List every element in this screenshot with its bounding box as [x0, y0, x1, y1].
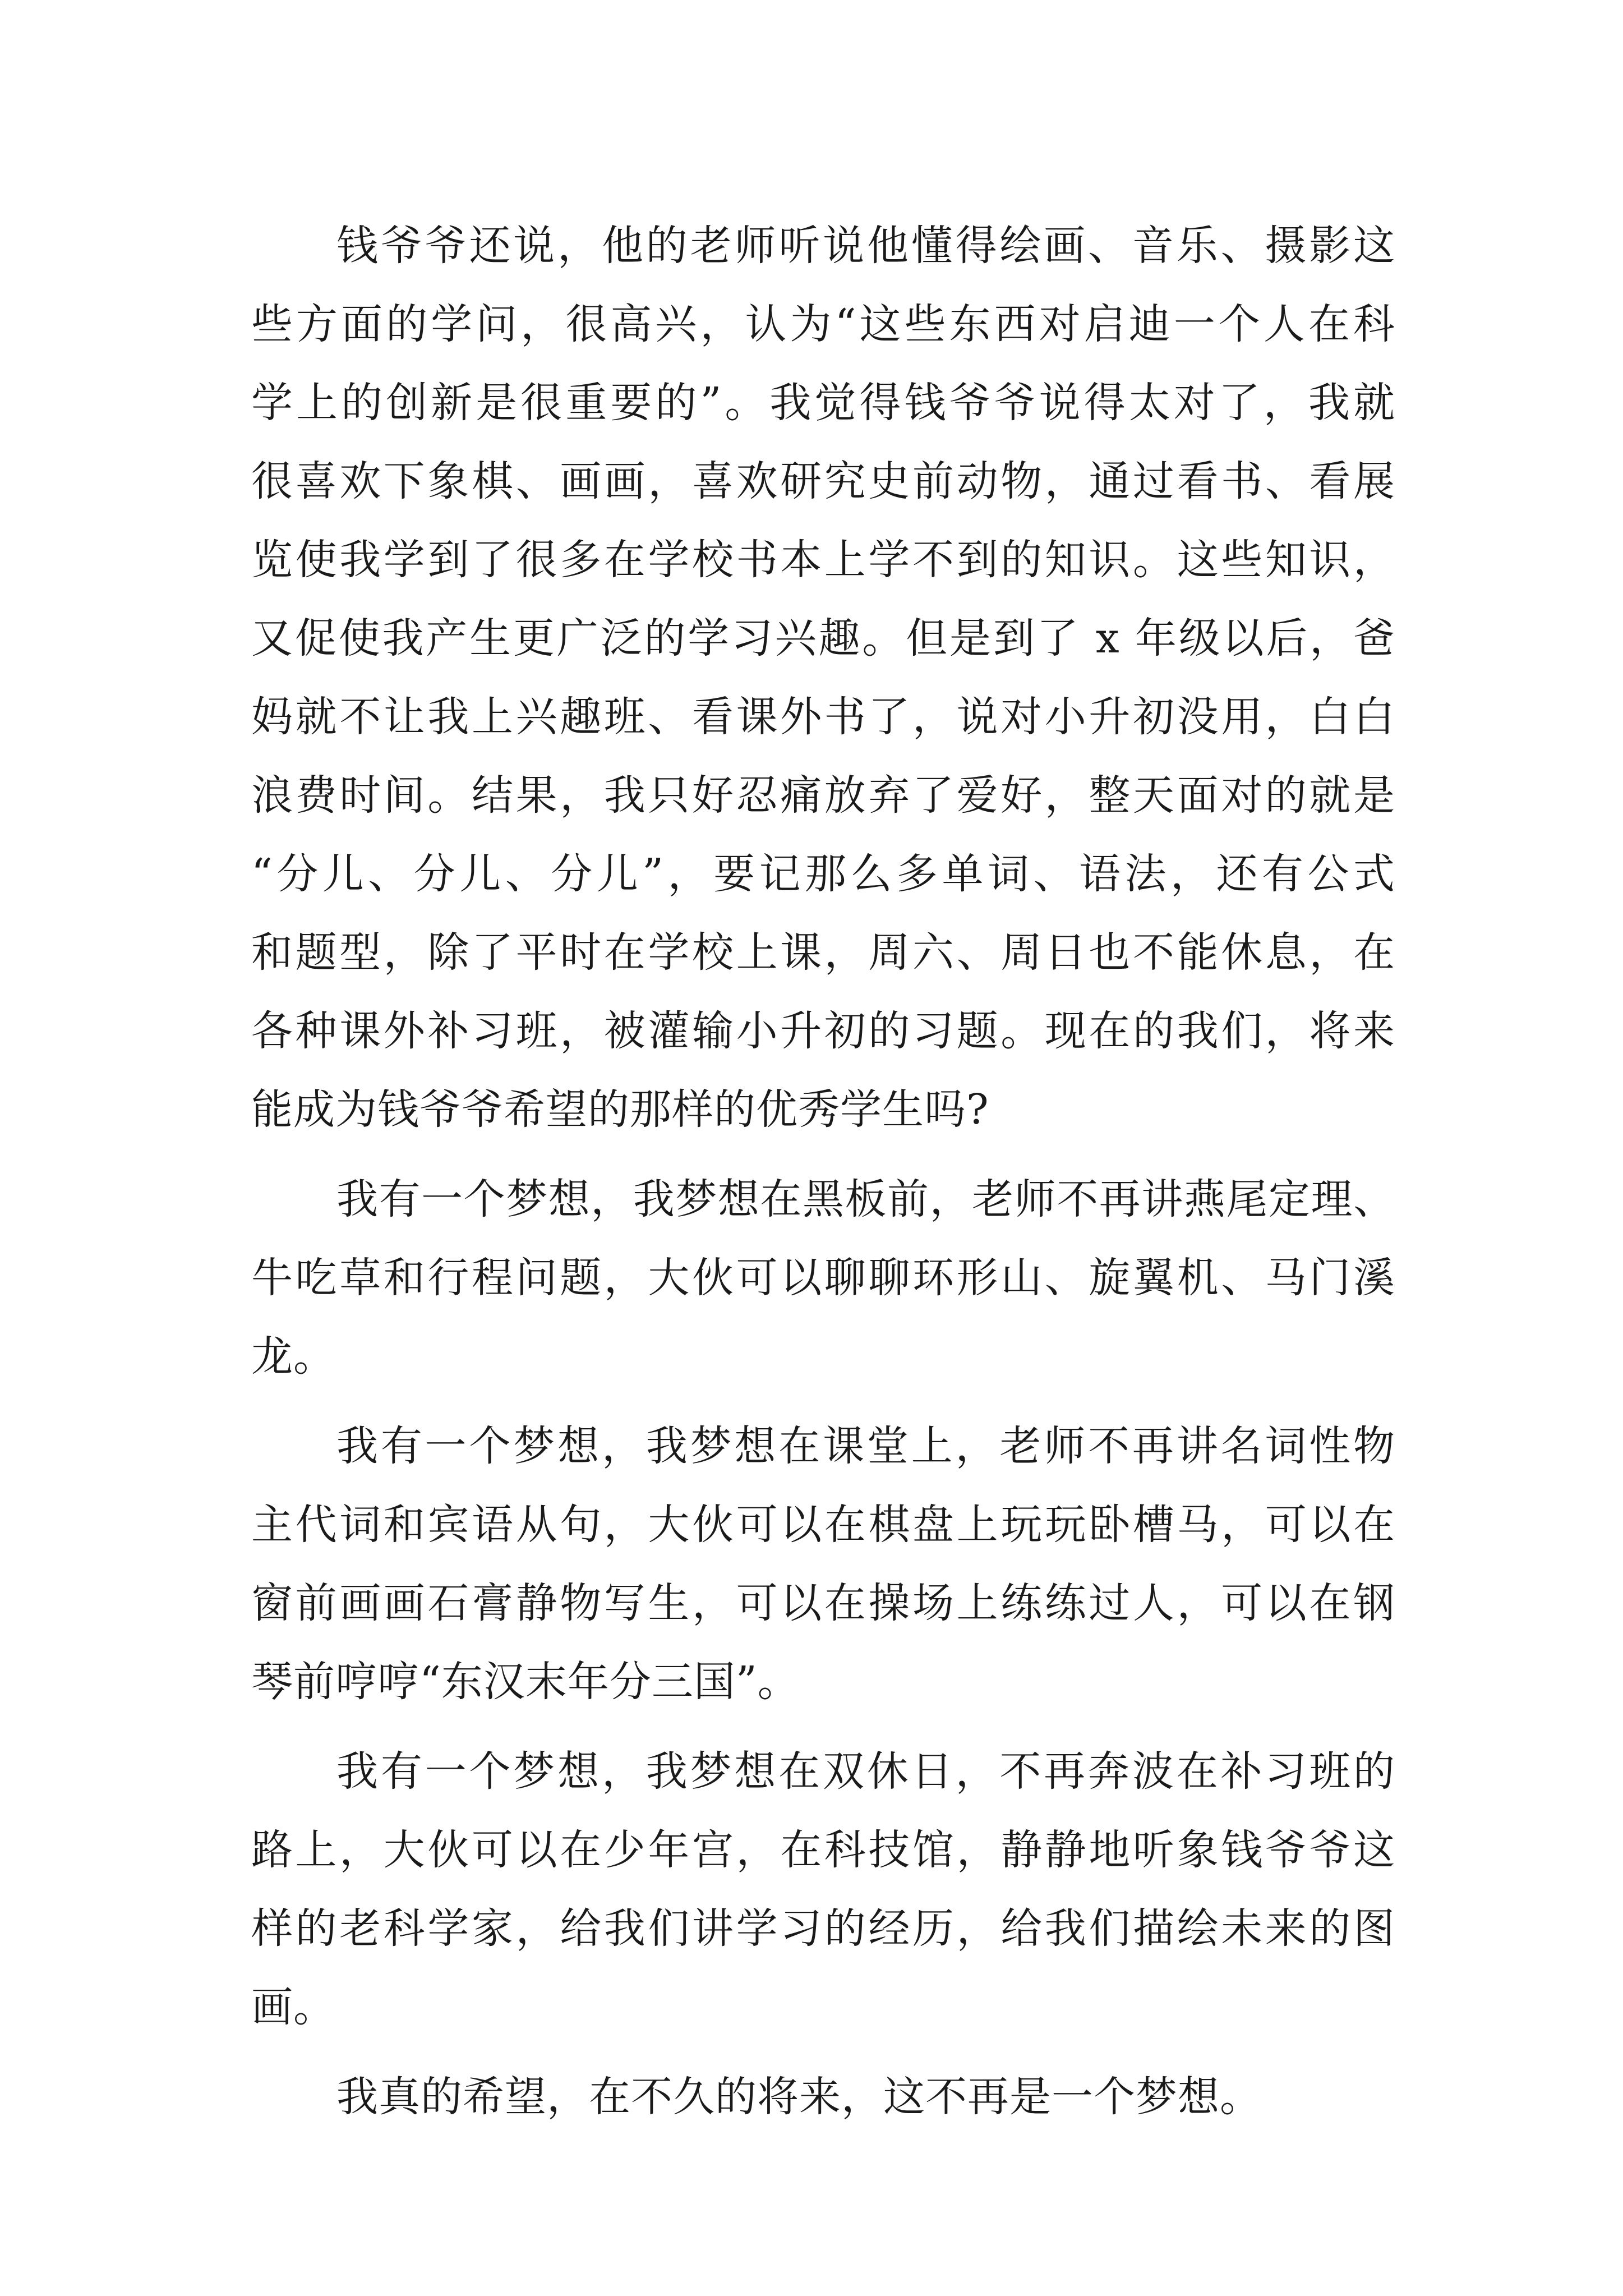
text-line: 牛吃草和行程问题，大伙可以聊聊环形山、旋翼机、马门溪: [251, 1254, 1395, 1302]
text-line: 各种课外补习班，被灌输小升初的习题。现在的我们，将来: [251, 1007, 1395, 1055]
text-line: 窗前画画石膏静物写生，可以在操场上练练过人，可以在钢: [251, 1579, 1395, 1627]
text-line: 龙。: [251, 1332, 335, 1381]
text-line: 能成为钱爷爷希望的那样的优秀学生吗?: [251, 1085, 989, 1134]
text-line: 学上的创新是很重要的”。我觉得钱爷爷说得太对了，我就: [251, 379, 1395, 427]
text-line: “分儿、分儿、分儿”，要记那么多单词、语法，还有公式: [251, 850, 1395, 898]
text-line: 我有一个梦想，我梦想在课堂上，老师不再讲名词性物: [336, 1422, 1395, 1470]
text-line: 琴前哼哼“东汉末年分三国”。: [251, 1658, 800, 1706]
text-line: 主代词和宾语从句，大伙可以在棋盘上玩玩卧槽马，可以在: [251, 1501, 1395, 1549]
text-line: 钱爷爷还说，他的老师听说他懂得绘画、音乐、摄影这: [336, 222, 1395, 270]
text-line: 我有一个梦想，我梦想在双休日，不再奔波在补习班的: [336, 1747, 1395, 1796]
text-line: 览使我学到了很多在学校书本上学不到的知识。这些知识，: [251, 536, 1395, 584]
text-line: 和题型，除了平时在学校上课，周六、周日也不能休息，在: [251, 928, 1395, 977]
text-line: 妈就不让我上兴趣班、看课外书了，说对小升初没用，白白: [251, 693, 1395, 741]
text-line: 样的老科学家，给我们讲学习的经历，给我们描绘未来的图: [251, 1904, 1395, 1953]
text-line: 画。: [251, 1983, 335, 2031]
text-line: 我有一个梦想，我梦想在黑板前，老师不再讲燕尾定理、: [336, 1175, 1395, 1223]
text-line: 些方面的学问，很高兴，认为“这些东西对启迪一个人在科: [251, 300, 1395, 348]
text-line: 我真的希望，在不久的将来，这不再是一个梦想。: [336, 2073, 1262, 2121]
text-line: 很喜欢下象棋、画画，喜欢研究史前动物，通过看书、看展: [251, 457, 1395, 505]
text-line: 路上，大伙可以在少年宫，在科技馆，静静地听象钱爷爷这: [251, 1826, 1395, 1874]
text-line: 浪费时间。结果，我只好忍痛放弃了爱好，整天面对的就是: [251, 771, 1395, 820]
text-line: 又促使我产生更广泛的学习兴趣。但是到了 x 年级以后，爸: [251, 614, 1395, 662]
